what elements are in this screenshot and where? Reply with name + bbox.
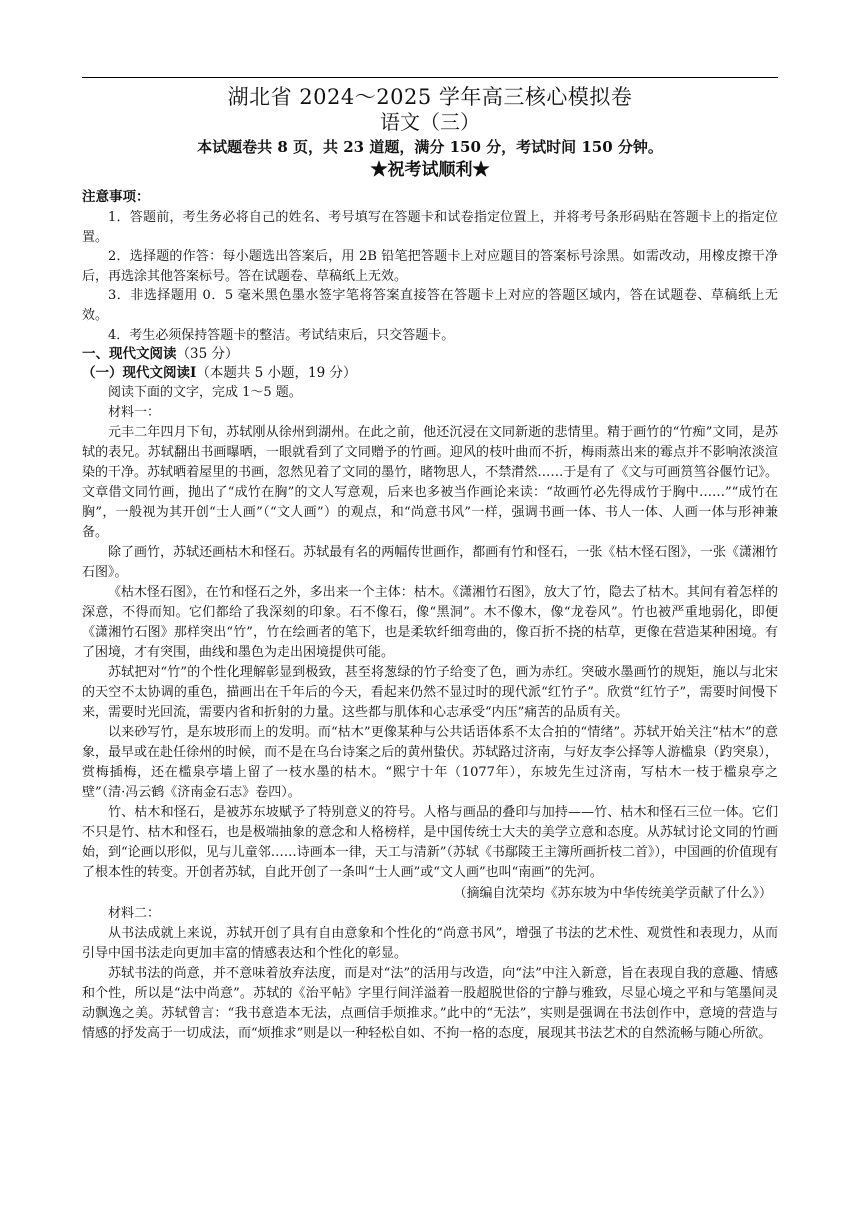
material-paragraph: 苏轼书法的尚意，并不意味着放弃法度，而是对“法”的活用与改造，向“法”中注入新意，旨在表现自我的意趣、情感和个性，所以是“法中尚意”。苏轼的《治平帖》字里行间洋溢着一股超脱世俗的宁静与雅致，尽显心境之平和与笔墨间灵动飘逸之美。苏轼曾言：“我书意造本无法，点画信手烦推求。”此中的“无法”，实则是强调在书法创作中，意境的营造与情感的抒发高于一切成法，而“烦推求”则是以一种轻松自如、不拘一格的态度，展现其书法艺术的自然流畅与随心所欲。 <box>82 966 778 1042</box>
note-item: 2．选择题的作答：每小题选出答案后，用 2B 铅笔把答题卡上对应题目的答案标号涂黑。如需改动，用橡皮擦干净后，再选涂其他答案标号。答在试题卷、草稿纸上无效。 <box>82 249 778 284</box>
material-label: 材料一： <box>108 405 161 421</box>
subsection-note: （本题共 5 小题，19 分） <box>196 365 357 382</box>
reading-instruction: 阅读下面的文字，完成 1～5 题。 <box>108 385 302 401</box>
section-label: 一、现代文阅读 <box>82 346 177 363</box>
material-paragraph: 《枯木怪石图》，在竹和怪石之外，多出来一个主体：枯木。《潇湘竹石图》，放大了竹，隐去了枯木。其间有着怎样的深意，不得而知。它们都给了我深刻的印象。石不像石，像“黑洞”。木不像木，像“龙卷风”。竹也被严重地弱化，即便《潇湘竹石图》那样突出“竹”，竹在绘画者的笔下，也是柔软纤细弯曲的，像百折不挠的枯草，更像在营造某种困境。有了困境，才有突围，曲线和墨色为走出困境提供可能。 <box>82 585 778 661</box>
exam-intro: 本试题卷共 8 页，共 23 道题，满分 150 分，考试时间 150 分钟。 <box>197 138 663 156</box>
exam-title: 湖北省 2024～2025 学年高三核心模拟卷 <box>227 85 633 109</box>
material-paragraph: 以来砂写竹，是东坡形而上的发明。而“枯木”更像某种与公共话语体系不太合拍的“情绪”。苏轼开始关注“枯木”的意象，最早或在赴任徐州的时候，而不是在乌台诗案之后的黄州蛰伏。苏轼路过济南，与好友李公择等人游槛泉（趵突泉），赏梅插梅，还在槛泉亭墙上留了一枝水墨的枯木。“熙宁十年（1077年），东坡先生过济南，写枯木一枝于槛泉亭之壁”（清·冯云鹤《济南金石志》卷四）。 <box>82 725 778 801</box>
top-rule <box>82 77 778 78</box>
material-paragraph: 从书法成就上来说，苏轼开创了具有自由意象和个性化的“尚意书风”，增强了书法的艺术性、观赏性和表现力，从而引导中国书法走向更加丰富的情感表达和个性化的彰显。 <box>82 926 778 962</box>
note-item: 4．考生必须保持答题卡的整洁。考试结束后，只交答题卡。 <box>108 327 455 343</box>
material-paragraph: 苏轼把对“竹”的个性化理解彰显到极致，甚至将葱绿的竹子给变了色，画为赤红。突破水墨画竹的规矩，施以与北宋的天空不太协调的重色，描画出在千年后的今天，看起来仍然不显过时的现代派“红竹子”。欣赏“红竹子”，需要时间慢下来，需要时光回流，需要内省和折射的力量。这些都与肌体和心志承受“内压”痛苦的品质有关。 <box>82 665 778 721</box>
notes-title: 注意事项： <box>82 189 150 205</box>
material-source: （摘编自沈荣均《苏东坡为中华传统美学贡献了什么》） <box>453 886 772 902</box>
note-item: 3．非选择题用 0．5 毫米黑色墨水签字笔将答案直接答在答题卡上对应的答题区域内，答在试题卷、草稿纸上无效。 <box>82 288 778 323</box>
exam-subtitle: 语文（三） <box>380 110 480 134</box>
section-heading <box>82 345 778 364</box>
note-item: 1．答题前，考生务必将自己的姓名、考号填写在答题卡和试卷指定位置上，并将考号条形码贴在答题卡上的指定位置。 <box>82 210 778 245</box>
good-luck-line: ★祝考试顺利★ <box>370 160 490 180</box>
subsection-heading <box>82 364 778 383</box>
subsection-label: （一）现代文阅读Ⅰ <box>82 365 197 382</box>
exam-page <box>82 84 778 1044</box>
section-score: （35 分） <box>176 346 239 363</box>
material-paragraph: 竹、枯木和怪石，是被苏东坡赋予了特别意义的符号。人格与画品的叠印与加持——竹、枯木和怪石三位一体。它们不只是竹、枯木和怪石，也是极端抽象的意念和人格榜样，是中国传统士大夫的美学立意和态度。从苏轼讨论文同的竹画始，到“论画以形似，见与儿童邻……诗画本一律，天工与清新”（苏轼《书鄢陵王主簿所画折枝二首》），中国画的价值现有了根本性的转变。开创者苏轼，自此开创了一条叫“士人画”或“文人画”也叫“南画”的先河。 <box>82 805 778 881</box>
material-paragraph: 除了画竹，苏轼还画枯木和怪石。苏轼最有名的两幅传世画作，都画有竹和怪石，一张《枯木怪石图》，一张《潇湘竹石图》。 <box>82 545 778 581</box>
material-label: 材料二： <box>108 906 161 922</box>
material-paragraph: 元丰二年四月下旬，苏轼刚从徐州到湖州。在此之前，他还沉浸在文同新逝的悲情里。精于画竹的“竹痴”文同，是苏轼的表兄。苏轼翻出书画曝晒，一眼就看到了文同赠予的竹画。迎风的枝叶曲而不折，梅雨蒸出来的霉点并不影响浓淡渲染的干净。苏轼晒着屋里的书画，忽然见着了文同的墨竹，睹物思人，不禁潸然……于是有了《文与可画筼筜谷偃竹记》。文章借文同竹画，抛出了“成竹在胸”的文人写意观，后来也多被当作画论来读：“故画竹必先得成竹于胸中……”“成竹在胸”，一般视为其开创“士人画”（“文人画”）的观点，和“尚意书风”一样，强调书画一体、书人一体、人画一体与形神兼备。 <box>82 425 778 541</box>
